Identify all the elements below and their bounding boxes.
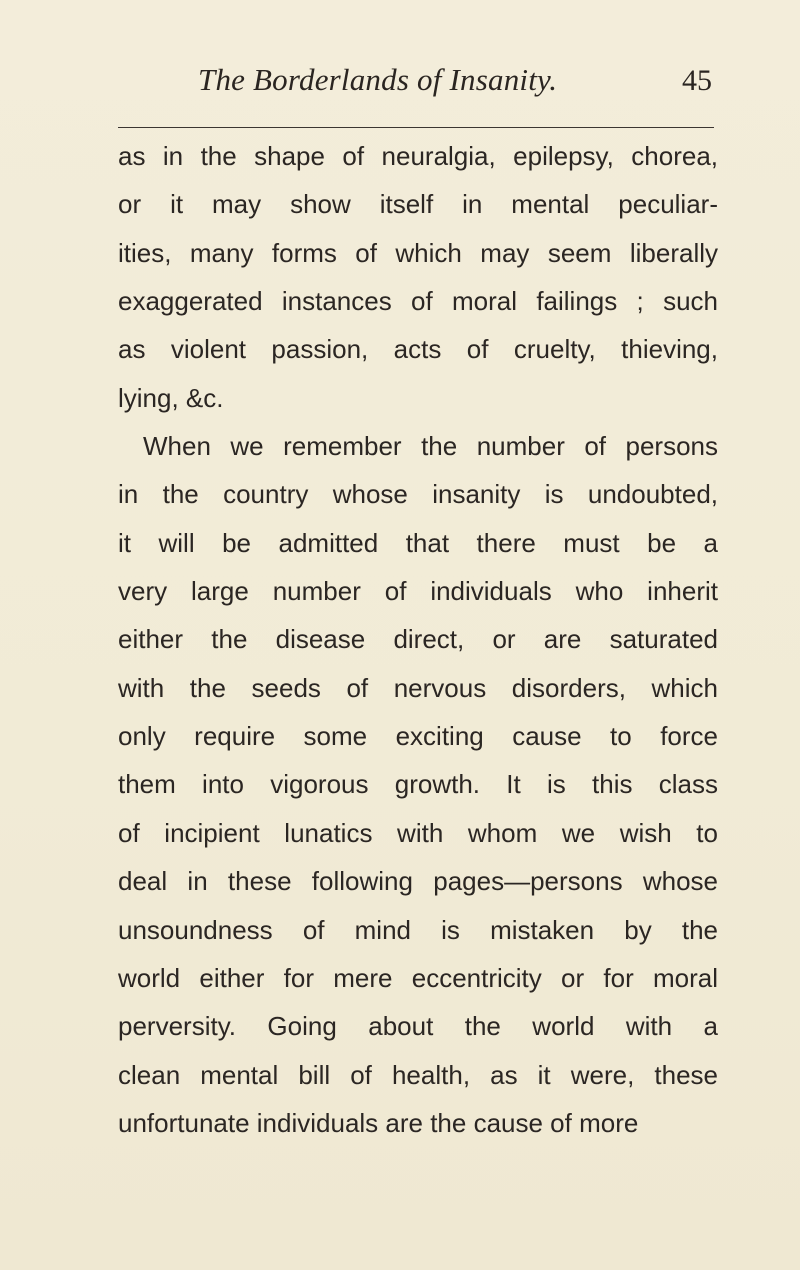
text-line: ities, many forms of which may seem liberally — [118, 237, 718, 268]
text-line: unsoundness of mind is mistaken by the — [118, 914, 718, 945]
text-line: in the country whose insanity is undoubted, — [118, 479, 718, 510]
text-line: of incipient lunatics with whom we wish to — [118, 817, 718, 848]
text-line: When we remember the number of persons — [143, 431, 718, 462]
text-line: perversity. Going about the world with a — [118, 1011, 718, 1042]
text-line: or it may show itself in mental peculiar- — [118, 189, 718, 220]
text-line: lying, &c. — [118, 382, 224, 413]
page-number: 45 — [682, 64, 712, 97]
text-line: as violent passion, acts of cruelty, thieving, — [118, 334, 718, 365]
body-text — [118, 132, 718, 1147]
text-line: clean mental bill of health, as it were, these — [118, 1059, 718, 1090]
text-line: with the seeds of nervous disorders, which — [118, 672, 718, 703]
header-rule — [118, 127, 714, 128]
text-line: them into vigorous growth. It is this class — [118, 769, 718, 800]
page-header — [120, 62, 720, 102]
text-line: it will be admitted that there must be a — [118, 527, 718, 558]
text-line: either the disease direct, or are saturated — [118, 624, 718, 655]
text-line: very large number of individuals who inherit — [118, 576, 718, 607]
text-line: deal in these following pages—persons whose — [118, 866, 718, 897]
running-title: The Borderlands of Insanity. — [198, 62, 558, 97]
text-line: world either for mere eccentricity or for moral — [118, 962, 718, 993]
text-line: unfortunate individuals are the cause of more — [118, 1107, 639, 1138]
text-line: as in the shape of neuralgia, epilepsy, chorea, — [118, 141, 718, 171]
text-line: exaggerated instances of moral failings ; such — [118, 286, 718, 317]
text-line: only require some exciting cause to force — [118, 721, 718, 752]
